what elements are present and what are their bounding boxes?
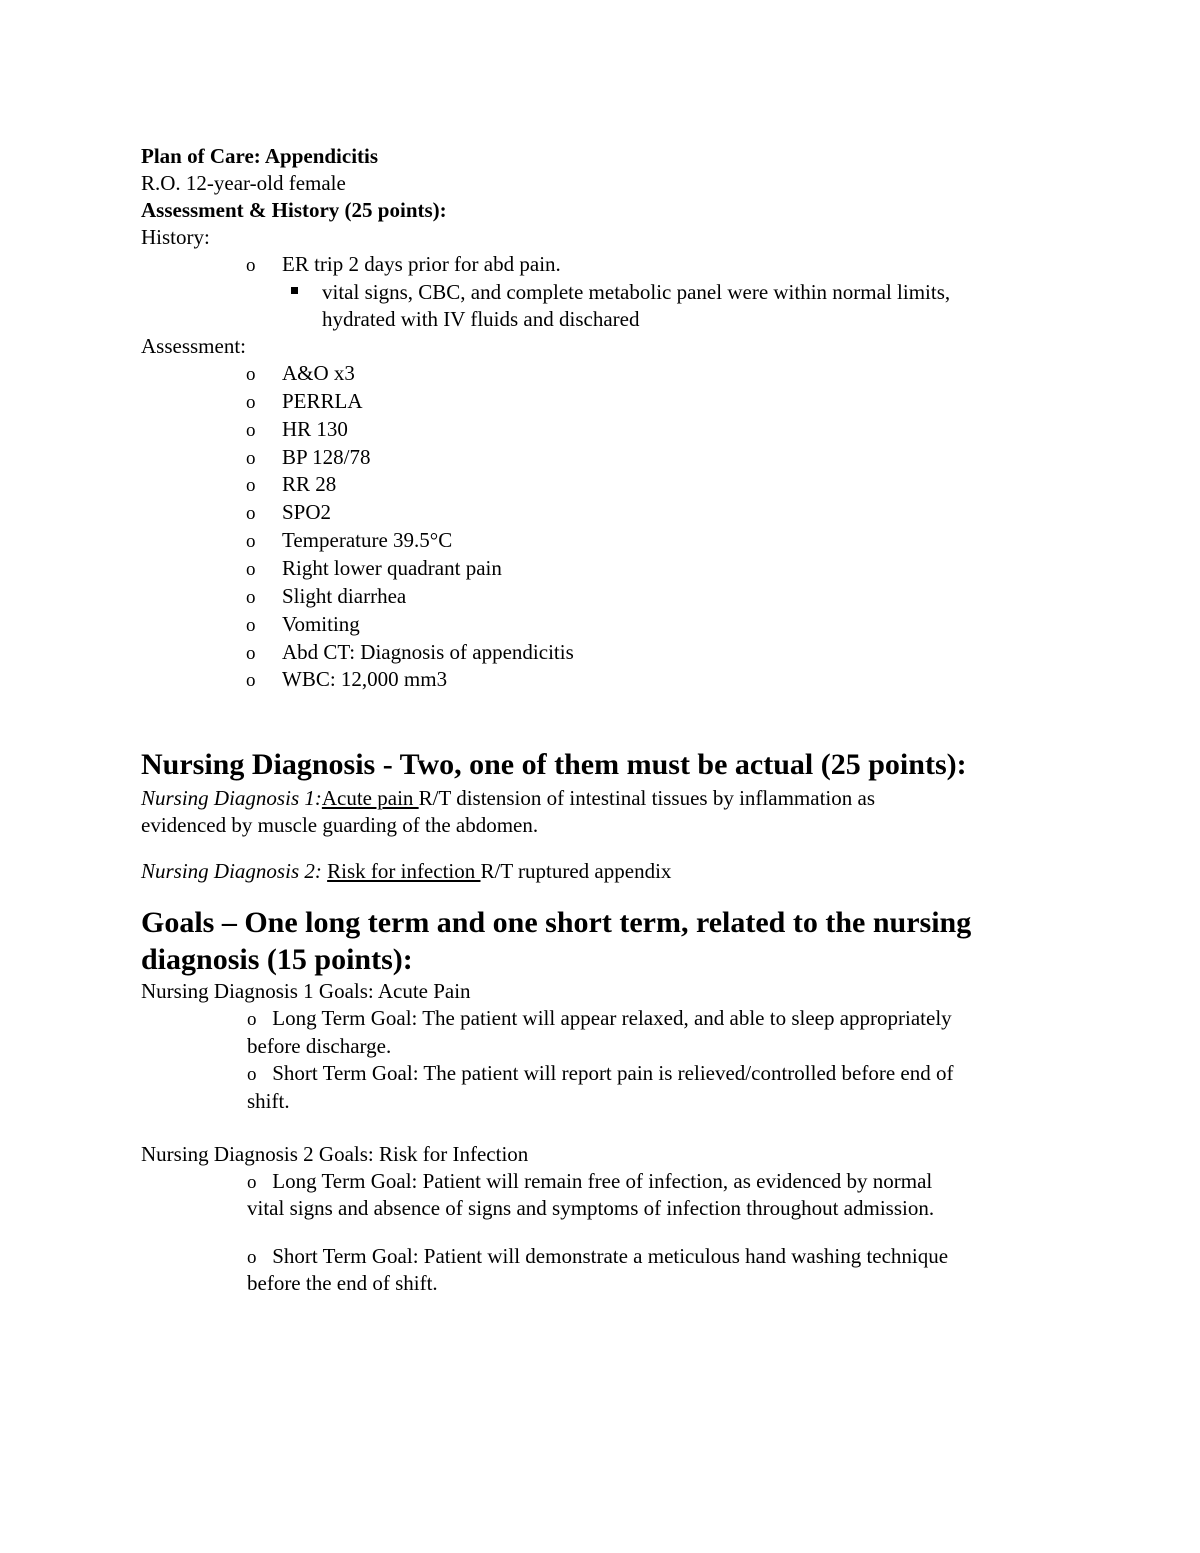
bullet-icon: o <box>247 1247 257 1268</box>
diagnosis-2-text: R/T ruptured appendix <box>480 859 672 883</box>
history-sub-item-line2: hydrated with IV fluids and dischared <box>322 307 640 331</box>
diagnosis-2-label: Nursing Diagnosis 2: <box>141 859 322 883</box>
history-sub-item-line1: vital signs, CBC, and complete metabolic panel were within normal limits, <box>322 280 951 304</box>
history-label: History: <box>141 225 210 249</box>
assessment-item: Abd CT: Diagnosis of appendicitis <box>282 640 574 664</box>
diagnosis-1-label: Nursing Diagnosis 1: <box>141 786 322 810</box>
goals-heading-line1: Goals – One long term and one short term, related to the nursing <box>141 906 972 939</box>
bullet-icon: o <box>246 615 256 636</box>
bullet-icon: o <box>247 1009 257 1030</box>
nursing-diagnosis-1-continued: evidenced by muscle guarding of the abdomen. <box>141 813 539 837</box>
diagnosis-2-title: Risk for infection <box>327 859 481 883</box>
assessment-item: A&O x3 <box>282 361 355 385</box>
bullet-icon: o <box>247 1064 257 1085</box>
bullet-icon: o <box>246 420 256 441</box>
bullet-icon: o <box>246 670 256 691</box>
goal-1-short-term-continued: shift. <box>247 1089 290 1113</box>
bullet-icon: o <box>246 587 256 608</box>
assessment-item: SPO2 <box>282 500 332 524</box>
assessment-item: BP 128/78 <box>282 445 371 469</box>
diagnosis-1-text: R/T distension of intestinal tissues by inflammation as <box>418 786 875 810</box>
assessment-label: Assessment: <box>141 334 246 358</box>
nursing-diagnosis-1 <box>141 785 875 812</box>
document-title: Plan of Care: Appendicitis <box>141 144 379 168</box>
bullet-icon: o <box>246 531 256 552</box>
goal-1-long-term: o Long Term Goal: The patient will appear relaxed, and able to sleep appropriately <box>247 1006 952 1030</box>
bullet-icon: o <box>246 392 256 413</box>
goal-2-short-term-continued: before the end of shift. <box>247 1271 438 1295</box>
assessment-item: Temperature 39.5°C <box>282 528 453 552</box>
goals-1-label: Nursing Diagnosis 1 Goals: Acute Pain <box>141 979 471 1003</box>
goals-heading-line2: diagnosis (15 points): <box>141 943 413 976</box>
assessment-item: HR 130 <box>282 417 348 441</box>
assessment-item: Slight diarrhea <box>282 584 407 608</box>
bullet-icon: o <box>246 643 256 664</box>
goal-1-long-term-continued: before discharge. <box>247 1034 392 1058</box>
assessment-item: Right lower quadrant pain <box>282 556 502 580</box>
square-bullet-icon <box>291 287 298 294</box>
bullet-icon: o <box>247 1172 257 1193</box>
goal-2-long-term: o Long Term Goal: Patient will remain free of infection, as evidenced by normal <box>247 1169 933 1193</box>
assessment-item: RR 28 <box>282 472 337 496</box>
nursing-diagnosis-heading: Nursing Diagnosis - Two, one of them must be actual (25 points): <box>141 748 967 781</box>
diagnosis-1-title: Acute pain <box>321 786 419 810</box>
bullet-icon: o <box>246 448 256 469</box>
history-item: ER trip 2 days prior for abd pain. <box>282 252 561 276</box>
nursing-diagnosis-2 <box>141 858 671 885</box>
assessment-item: PERRLA <box>282 389 363 413</box>
assessment-item: WBC: 12,000 mm3 <box>282 667 448 691</box>
patient-info: R.O. 12-year-old female <box>141 171 346 195</box>
bullet-icon: o <box>246 475 256 496</box>
goal-1-short-term: o Short Term Goal: The patient will report pain is relieved/controlled before end of <box>247 1061 954 1085</box>
bullet-icon: o <box>246 503 256 524</box>
goal-2-short-term: o Short Term Goal: Patient will demonstrate a meticulous hand washing technique <box>247 1244 949 1268</box>
bullet-icon: o <box>246 364 256 385</box>
assessment-heading: Assessment & History (25 points): <box>141 198 447 222</box>
bullet-icon: o <box>246 559 256 580</box>
goals-2-label: Nursing Diagnosis 2 Goals: Risk for Infection <box>141 1142 529 1166</box>
goal-2-long-term-continued: vital signs and absence of signs and symptoms of infection throughout admission. <box>247 1196 935 1220</box>
bullet-icon: o <box>246 255 256 276</box>
assessment-item: Vomiting <box>282 612 360 636</box>
